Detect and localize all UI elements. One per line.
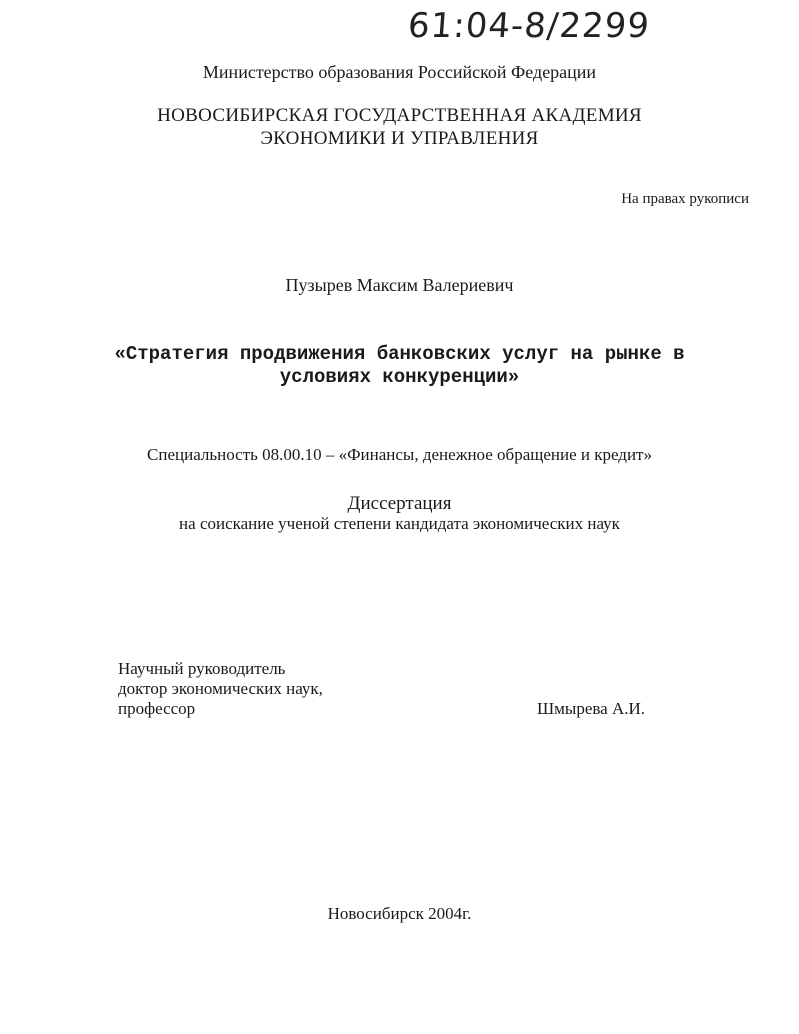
supervisor-degree: доктор экономических наук, <box>118 679 323 698</box>
dissertation-title <box>0 343 799 389</box>
academy-name <box>0 104 799 150</box>
dissertation-heading: Диссертация <box>347 493 452 514</box>
degree-statement: на соискание ученой степени кандидата экономических наук <box>179 514 620 533</box>
handwritten-archive-code: 61:04-8/2299 <box>406 6 652 46</box>
supervisor-title: профессор <box>118 699 196 718</box>
rights-note: На правах рукописи <box>621 191 749 207</box>
author-name: Пузырев Максим Валериевич <box>285 275 514 295</box>
title-line-2: условиях конкуренции» <box>279 366 520 388</box>
supervisor-block <box>118 659 323 719</box>
ministry-name: Министерство образования Российской Федерации <box>202 62 597 82</box>
title-line-1: «Стратегия продвижения банковских услуг на рынке в <box>114 343 685 365</box>
supervisor-name: Шмырева А.И. <box>537 699 646 718</box>
academy-line-1: НОВОСИБИРСКАЯ ГОСУДАРСТВЕННАЯ АКАДЕМИЯ <box>157 105 642 126</box>
academy-line-2: ЭКОНОМИКИ И УПРАВЛЕНИЯ <box>260 128 539 149</box>
city-year: Новосибирск 2004г. <box>327 904 472 923</box>
supervisor-role: Научный руководитель <box>118 659 286 678</box>
specialty: Специальность 08.00.10 – «Финансы, денежное обращение и кредит» <box>147 445 652 464</box>
